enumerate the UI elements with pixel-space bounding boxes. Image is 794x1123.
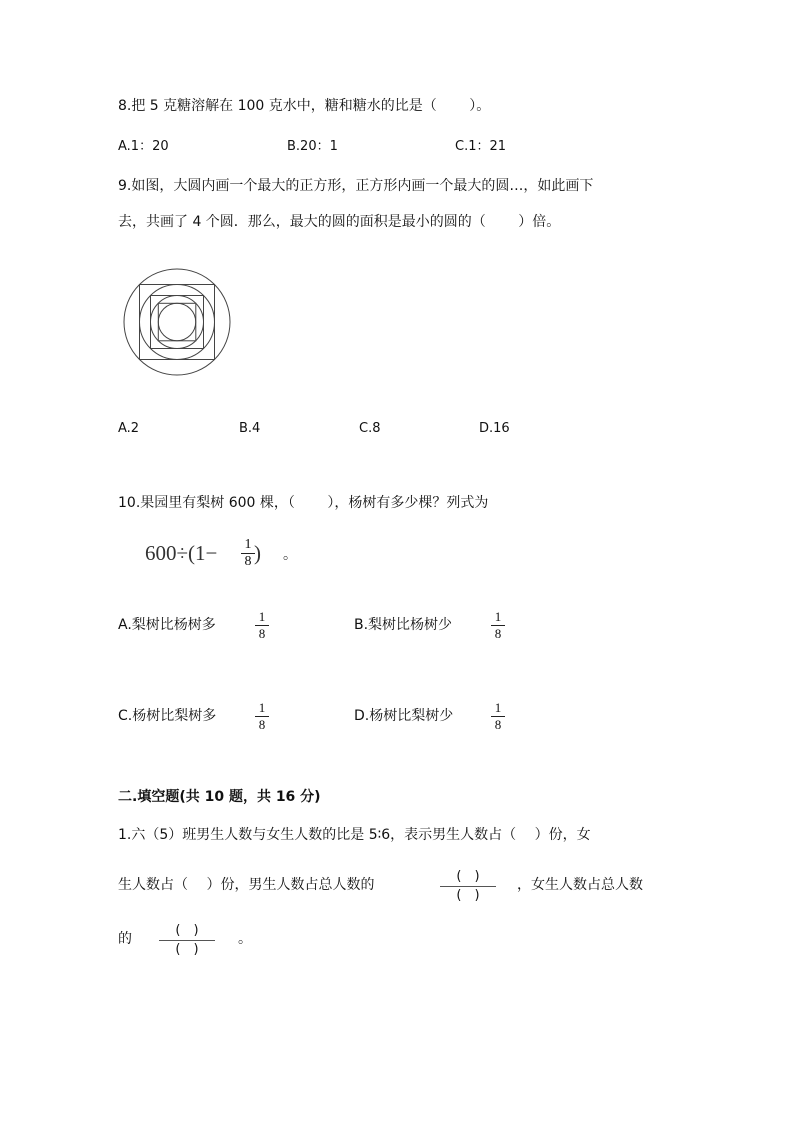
circle-4 <box>158 303 195 340</box>
q9-option-b: B.4 <box>239 421 261 436</box>
q10-option-a-fraction <box>255 610 269 641</box>
fill1-blank-fraction-1[interactable] <box>440 869 496 904</box>
blank-numerator: ( ) <box>175 923 199 938</box>
fraction-numerator: 1 <box>258 700 266 715</box>
q10-option-b-fraction <box>491 610 505 641</box>
fill1-blank-fraction-2[interactable] <box>159 923 215 958</box>
fraction-denominator: 8 <box>258 717 266 732</box>
q9-option-a: A.2 <box>118 421 140 436</box>
fill1-line2b: ，女生人数占总人数 <box>517 877 643 893</box>
fraction-denominator: 8 <box>494 717 502 732</box>
fraction-numerator: 1 <box>494 700 502 715</box>
blank-denominator: ( ) <box>456 888 480 903</box>
fill1-line3a: 的 <box>118 931 132 947</box>
q10-option-b-label: B.梨树比杨树少 <box>354 617 453 633</box>
fill1-line3b: 。 <box>238 931 252 947</box>
fraction-denominator: 8 <box>494 626 502 641</box>
q10-option-a-label: A.梨树比杨树多 <box>118 617 216 633</box>
q10-formula-denominator: 8 <box>244 554 252 569</box>
fill1-line2a: 生人数占（ ）份，男生人数占总人数的 <box>118 877 375 893</box>
q10-formula-end: 。 <box>283 547 297 563</box>
fill1-line1: 1.六（5）班男生人数与女生人数的比是 5∶6，表示男生人数占（ ）份，女 <box>118 827 591 843</box>
q8-question: 8.把 5 克糖溶解在 100 克水中，糖和糖水的比是（ ）。 <box>118 98 491 114</box>
q10-option-d-label: D.杨树比梨树少 <box>354 708 454 724</box>
q9-option-c: C.8 <box>359 421 381 436</box>
fraction-denominator: 8 <box>258 626 266 641</box>
blank-numerator: ( ) <box>456 869 480 884</box>
section-heading: 二.填空题(共 10 题，共 16 分) <box>118 789 321 805</box>
fraction-bar <box>440 886 496 887</box>
q9-question-line2: 去，共画了 4 个圆．那么，最大的圆的面积是最小的圆的（ ）倍。 <box>118 214 561 230</box>
q10-question: 10.果园里有梨树 600 棵，（ ），杨树有多少棵？列式为 <box>118 495 489 511</box>
fraction-bar <box>159 940 215 941</box>
q9-question-line1: 9.如图，大圆内画一个最大的正方形，正方形内画一个最大的圆…，如此画下 <box>118 178 594 194</box>
q10-formula-numerator: 1 <box>244 537 252 552</box>
fraction-numerator: 1 <box>258 609 266 624</box>
q9-option-d: D.16 <box>479 421 510 436</box>
q10-formula-fraction <box>241 538 255 569</box>
q10-formula-prefix: 600÷(1− <box>145 541 218 565</box>
q8-option-c: C.1：21 <box>455 139 507 154</box>
q10-formula-suffix: ) <box>254 541 261 565</box>
q10-option-c-label: C.杨树比梨树多 <box>118 708 217 724</box>
nested-circles-squares-figure <box>118 264 238 384</box>
q10-option-d-fraction <box>491 701 505 732</box>
q8-option-a: A.1：20 <box>118 139 169 154</box>
fraction-numerator: 1 <box>494 609 502 624</box>
q10-option-c-fraction <box>255 701 269 732</box>
q8-option-b: B.20：1 <box>287 139 338 154</box>
blank-denominator: ( ) <box>175 942 199 957</box>
